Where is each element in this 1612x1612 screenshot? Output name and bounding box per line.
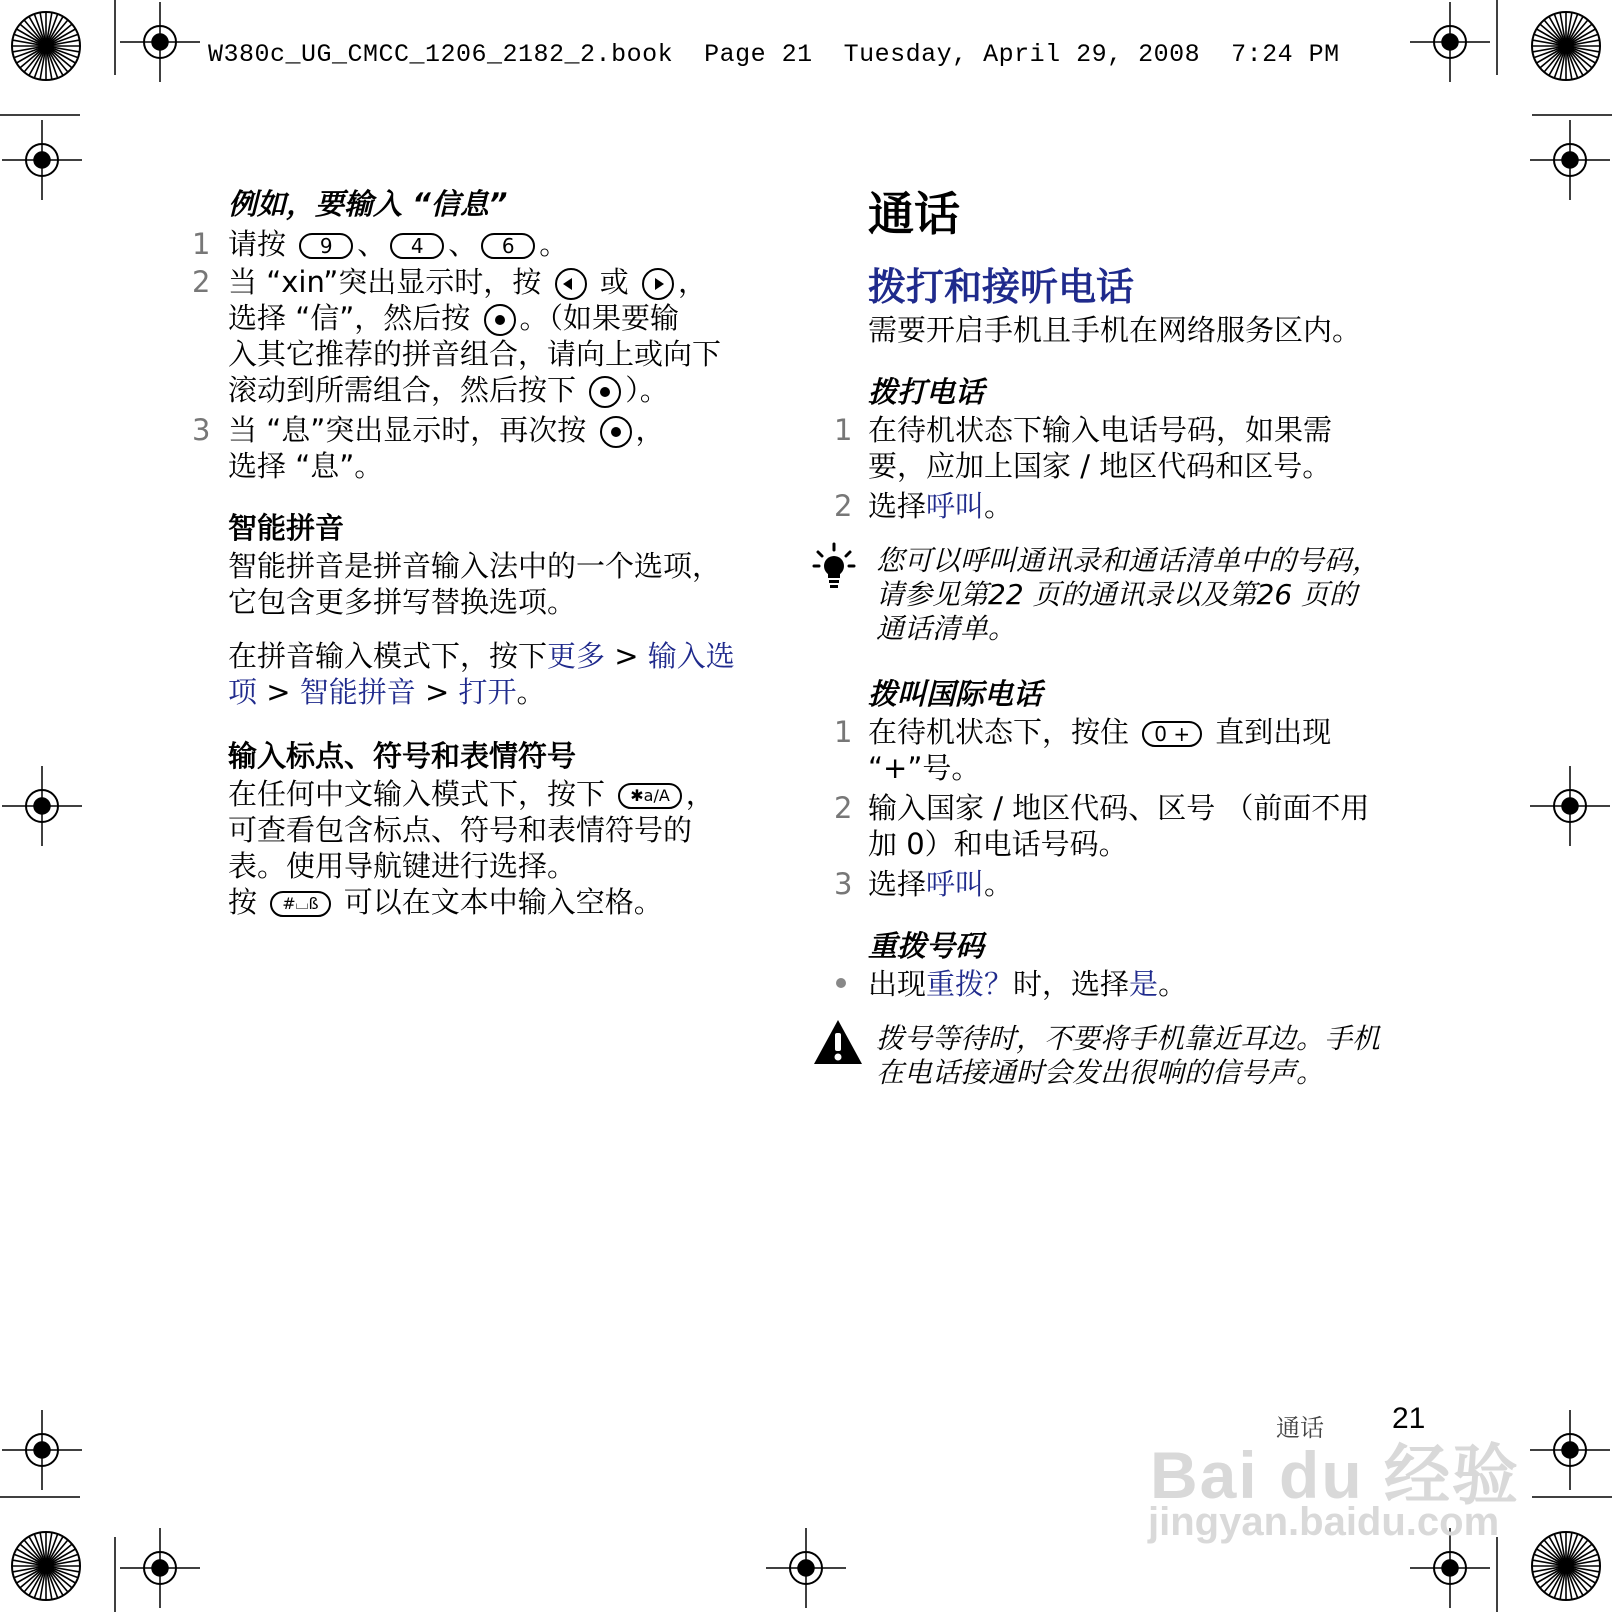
star-key-icon: ✱a/A [618,783,682,809]
warning-icon [812,1018,864,1066]
step-text: 。 [984,489,1014,523]
step-text: 请按 [228,227,287,261]
starburst-mark [12,1532,80,1600]
zero-plus-key-icon: 0 + [1142,721,1202,747]
watermark-logo: Bai du 经验 [1150,1438,1521,1512]
starburst-mark [1532,12,1600,80]
step-text: 。 [984,867,1014,901]
intl-step-1 [868,714,1331,750]
warning-text: 拨号等待时，不要将手机靠近耳边。手机 [876,1022,1381,1055]
space-text: 按 [228,885,258,919]
step-2-line-3: 入其它推荐的拼音组合，请向上或向下 [228,337,722,371]
registration-mark [1530,120,1610,200]
path-text: 在拼音输入模式下，按下 [228,639,548,673]
page-number: 21 [1392,1402,1426,1435]
footer-section: 通话 [1276,1414,1324,1442]
step-text: 当 “xin”突出显示时，按 [228,265,542,299]
step-text: 选择 [868,867,927,901]
intro-text: 需要开启手机且手机在网络服务区内。 [868,313,1362,347]
step-number: 1 [192,227,211,261]
step-text: 当 “息”突出显示时，再次按 [228,413,587,447]
menu-open-link: 打开 [458,675,517,709]
smart-pinyin-menu-path [228,638,735,674]
space-text: 可以在文本中输入空格。 [343,885,663,919]
registration-mark [766,1528,846,1608]
dial-heading: 拨打电话 [868,375,985,409]
intl-step-2: 加 0）和电话号码。 [868,827,1128,861]
punctuation-text: 表。使用导航键进行选择。 [228,849,577,883]
redial-heading: 重拨号码 [868,929,985,963]
punct-text: 在任何中文输入模式下，按下 [228,777,606,811]
nav-right-key-icon [642,268,674,300]
key-4-icon: 4 [390,233,444,259]
step-text: 或 [599,265,629,299]
tip-text: 通话清单。 [876,612,1017,645]
key-9-icon: 9 [299,233,353,259]
registration-mark [2,120,82,200]
intl-step-1: “+”号。 [868,751,981,785]
redial-text [868,966,1187,1002]
watermark-url: jingyan.baidu.com [1148,1500,1500,1544]
registration-mark [1530,766,1610,846]
international-heading: 拨叫国际电话 [868,677,1043,711]
call-link: 呼叫 [926,867,985,901]
step-text: 。（如果要输 [519,301,680,335]
step-number: 1 [834,413,853,447]
menu-smart-pinyin-link: 智能拼音 [299,675,416,709]
yes-link: 是 [1129,967,1159,1001]
path-separator: > [415,675,459,709]
warning-text: 在电话接通时会发出很响的信号声。 [876,1056,1325,1089]
redial-part: 时，选择 [1013,967,1130,1001]
dial-step-1: 在待机状态下输入电话号码，如果需 [868,413,1333,447]
registration-mark [1410,2,1490,82]
step-number: 2 [834,791,853,825]
registration-mark [1530,1410,1610,1490]
step-text: 滚动到所需组合，然后按下 [228,373,577,407]
dial-step-2 [868,488,1013,524]
registration-mark [2,766,82,846]
intl-step-3 [868,866,1013,902]
smart-pinyin-menu-path-2 [228,674,546,710]
punctuation-text: 可查看包含标点、符号和表情符号的 [228,813,693,847]
call-link: 呼叫 [926,489,985,523]
key-6-icon: 6 [481,233,535,259]
registration-mark [120,2,200,82]
punct-text: ， [685,777,715,811]
running-header: W380c_UG_CMCC_1206_2182_2.book Page 21 Tuesday, April 29, 2008 7:24 PM [208,40,1340,69]
space-key-text [228,884,663,920]
hash-key-icon: #⌴ß [270,891,330,917]
bullet [836,978,846,988]
redial-part: 出现 [868,967,927,1001]
smart-pinyin-heading: 智能拼音 [228,511,345,545]
step-text: 在待机状态下，按住 [868,715,1130,749]
select-key-icon [589,376,621,408]
select-key-icon [600,416,632,448]
step-text: 选择 [868,489,927,523]
menu-input-options-link: 项 [228,675,258,709]
separator: 、 [357,227,387,261]
separator: 、 [448,227,478,261]
menu-more-link: 更多 [547,639,606,673]
step-text: 选择 “信”，然后按 [228,301,471,335]
tip-text: 您可以呼叫通讯录和通话清单中的号码， [876,544,1381,577]
dial-step-1: 要，应加上国家 / 地区代码和区号。 [868,449,1332,483]
punctuation-heading: 输入标点、符号和表情符号 [228,739,577,773]
step-2-line-1 [228,264,707,300]
registration-mark [120,1528,200,1608]
step-1-text [228,226,568,262]
starburst-mark [12,12,80,80]
smart-pinyin-text: 它包含更多拼写替换选项。 [228,585,577,619]
step-2-line-4 [228,372,669,408]
period: 。 [516,675,546,709]
intl-step-2: 输入国家 / 地区代码、区号 （前面不用 [868,791,1370,825]
tip-text: 请参见第22 页的通讯录以及第26 页的 [876,578,1358,611]
step-text: ， [677,265,707,299]
step-3-line-1 [228,412,665,448]
step-3-line-2: 选择 “息”。 [228,449,384,483]
step-number: 1 [834,715,853,749]
lightbulb-icon [812,542,856,590]
step-text: ）。 [625,373,669,407]
step-text: ， [635,413,665,447]
select-key-icon [484,304,516,336]
step-number: 2 [192,265,211,299]
path-separator: > [257,675,300,709]
redial-part: 。 [1158,967,1188,1001]
step-2-line-2 [228,300,679,336]
registration-mark [2,1410,82,1490]
menu-input-options-link: 输入选 [647,639,735,673]
step-end: 。 [539,227,569,261]
step-text: 直到出现 [1215,715,1332,749]
nav-left-key-icon [555,268,587,300]
step-number: 2 [834,489,853,523]
punctuation-text [228,776,715,812]
starburst-mark [1532,1532,1600,1600]
path-separator: > [605,639,648,673]
section-subtitle: 拨打和接听电话 [868,265,1135,309]
section-title: 通话 [868,187,960,241]
example-heading: 例如，要输入 “信息” [228,187,508,221]
step-number: 3 [834,867,853,901]
step-number: 3 [192,413,211,447]
smart-pinyin-text: 智能拼音是拼音输入法中的一个选项， [228,549,722,583]
redial-link: 重拨？ [926,967,1014,1001]
